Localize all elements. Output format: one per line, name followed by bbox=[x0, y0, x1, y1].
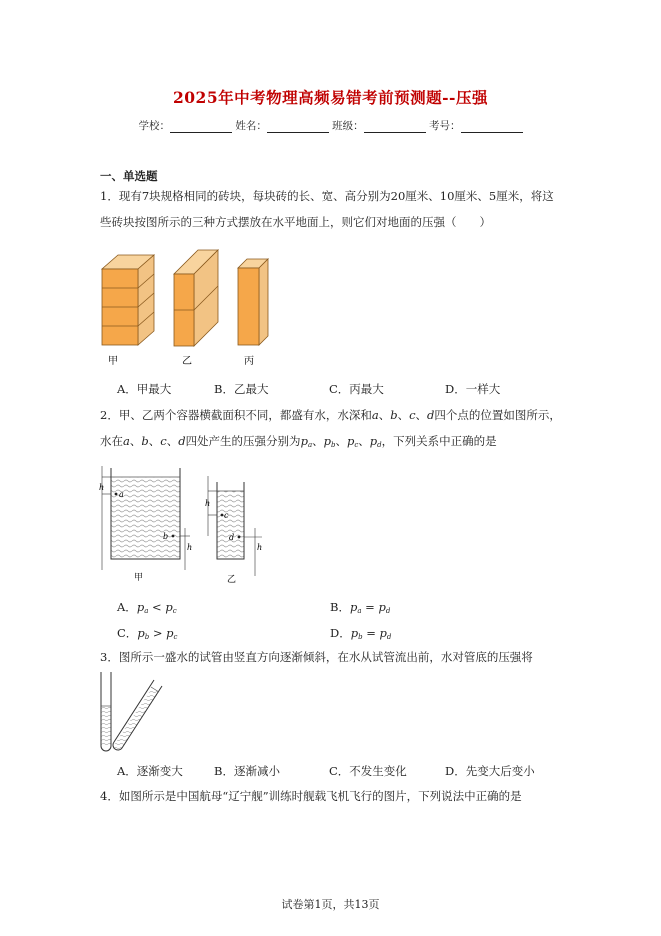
point-d: d bbox=[229, 533, 235, 542]
q2-option-b[interactable]: B．$p_a = p_d$ bbox=[330, 600, 391, 615]
class-label: 班级： bbox=[332, 120, 364, 132]
brick-stack-jia bbox=[102, 255, 154, 345]
q1-option-a[interactable]: A．甲最大 bbox=[117, 382, 172, 396]
fig-label-bing: 丙 bbox=[244, 356, 254, 367]
q4-line1: 4．如图所示是中国航母“辽宁舰”训练时舰载飞机飞行的图片，下列说法中正确的是 bbox=[100, 789, 522, 803]
point-b: b bbox=[163, 532, 169, 541]
q3-option-a[interactable]: A．逐渐变大 bbox=[117, 764, 183, 778]
container-jia bbox=[99, 466, 192, 570]
q1-option-c[interactable]: C．丙最大 bbox=[329, 382, 384, 396]
brick-bing bbox=[238, 259, 268, 345]
q1-option-b[interactable]: B．乙最大 bbox=[214, 382, 269, 396]
fig-label-jia: 甲 bbox=[134, 573, 144, 583]
q3-line1: 3．图所示一盛水的试管由竖直方向逐渐倾斜，在水从试管流出前，水对管底的压强将 bbox=[100, 650, 533, 664]
q3-option-c[interactable]: C．不发生变化 bbox=[329, 764, 407, 778]
fig-label-yi: 乙 bbox=[227, 575, 237, 585]
container-yi bbox=[205, 476, 262, 576]
q3-test-tube-figure bbox=[96, 670, 168, 755]
q1-option-d[interactable]: D．一样大 bbox=[445, 382, 501, 396]
brick-stack-yi bbox=[174, 250, 218, 346]
fig-label-jia: 甲 bbox=[108, 356, 118, 367]
point-c: c bbox=[224, 511, 229, 520]
q2-line2: 水在a、b、c、d四处产生的压强分别为$p_a$、$p_b$、$p_c$、$p_d$，下列关系中正确的是 bbox=[100, 434, 497, 449]
page-title: 2025年中考物理高频易错考前预测题--压强 bbox=[172, 88, 488, 107]
q3-option-d[interactable]: D．先变大后变小 bbox=[445, 764, 535, 778]
q1-bricks-figure bbox=[96, 248, 286, 370]
number-blank[interactable] bbox=[461, 120, 523, 133]
q3-option-b[interactable]: B．逐渐减小 bbox=[214, 764, 280, 778]
svg-text:h: h bbox=[257, 543, 263, 552]
q2-option-d[interactable]: D．$p_b = p_d$ bbox=[330, 626, 392, 641]
svg-text:h: h bbox=[99, 483, 105, 492]
point-a: a bbox=[119, 490, 124, 499]
school-label: 学校： bbox=[138, 120, 170, 132]
q2-option-c[interactable]: C．$p_b > p_c$ bbox=[117, 626, 178, 641]
number-label: 考号： bbox=[429, 120, 461, 132]
q1-line1: 1．现有7块规格相同的砖块，每块砖的长、宽、高分别为20厘米、10厘米、5厘米，将这 bbox=[100, 189, 554, 203]
q2-line1: 2．甲、乙两个容器横截面积不同，都盛有水，水深和a、b、c、d四个点的位置如图所示， bbox=[100, 408, 561, 422]
name-blank[interactable] bbox=[267, 120, 329, 133]
fig-label-yi: 乙 bbox=[182, 356, 192, 367]
svg-text:h: h bbox=[187, 543, 193, 552]
q2-containers-figure bbox=[92, 458, 272, 588]
q1-line2: 些砖块按图所示的三种方式摆放在水平地面上，则它们对地面的压强（ ） bbox=[100, 215, 491, 229]
page-footer: 试卷第1页，共13页 bbox=[281, 898, 380, 911]
vertical-tube bbox=[101, 672, 111, 751]
svg-text:h: h bbox=[205, 499, 211, 508]
name-label: 姓名： bbox=[235, 120, 267, 132]
tilted-tube bbox=[112, 680, 162, 750]
section-heading: 一、单选题 bbox=[100, 169, 158, 183]
school-blank[interactable] bbox=[170, 120, 232, 133]
student-info-line bbox=[0, 118, 661, 133]
q2-option-a[interactable]: A．$p_a < p_c$ bbox=[117, 600, 177, 615]
class-blank[interactable] bbox=[364, 120, 426, 133]
